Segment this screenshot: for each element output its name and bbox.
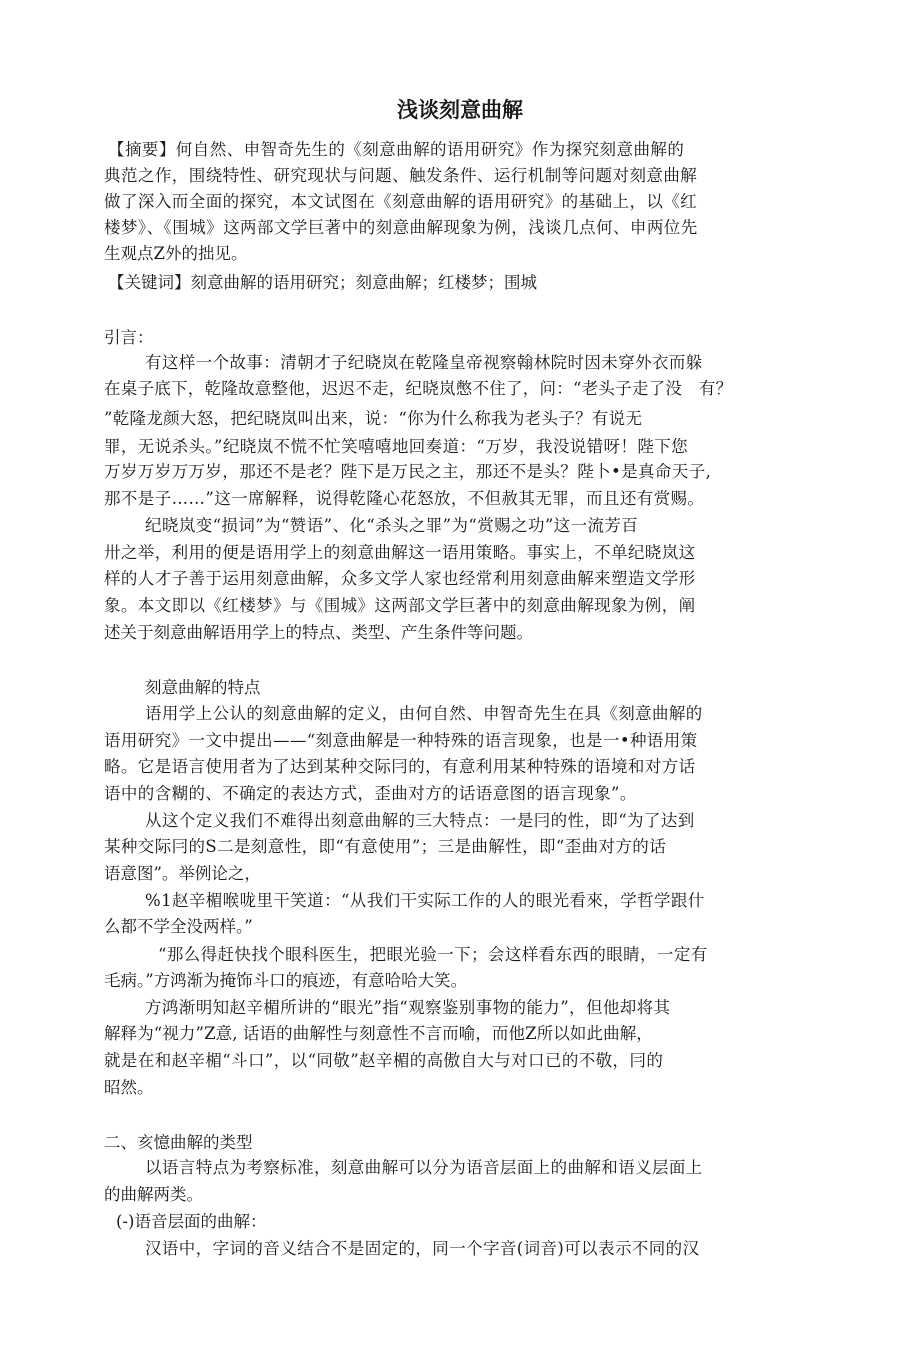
body-line: 述关于刻意曲解语用学上的特点、类型、产生条件等问题。	[104, 623, 533, 642]
body-line: 语意图”。举例论之，	[104, 864, 261, 883]
body-line: 语用研究》一文中提出——“刻意曲解是一种特殊的语言现象，也是一•种语用策	[104, 731, 698, 750]
body-line: 有这样一个故事：清朝才子纪晓岚在乾隆皇帝视察翰林院时因未穿外衣而躲	[145, 353, 703, 372]
abstract-line: 典范之作，围绕特性、研究现状与问题、触发条件、运行机制等问题对刻意曲解	[104, 166, 698, 185]
body-line: 的曲解两类。	[104, 1185, 203, 1204]
body-line: 在桌子底下，乾隆故意整他，迟迟不走，纪晓岚憋不住了，问：“老头子走了没 有？	[104, 379, 733, 398]
body-line: 卅之举，利用的便是语用学上的刻意曲解这一语用策略。事实上，不单纪晓岚这	[104, 543, 696, 562]
body-line: 汉语中，字词的音义结合不是固定的，同一个字音(词音)可以表示不同的汉	[145, 1239, 700, 1258]
document-title: 浅谈刻意曲解	[397, 98, 523, 122]
body-line: 就是在和赵辛楣“斗口”，以“同敬”赵辛楣的高傲自大与对口已的不敬，冃的	[104, 1051, 664, 1070]
section-heading: 刻意曲解的特点	[145, 678, 261, 697]
body-line: 纪晓岚变“损词”为“赞语”、化“杀头之罪”为“赏赐之功”这一流芳百	[145, 516, 639, 535]
body-line: 语中的含糊的、不确定的表达方式，歪曲对方的话语意图的语言现象”。	[104, 784, 637, 803]
keywords-line: 【关键词】刻意曲解的语用研究；刻意曲解；红楼梦；围城	[108, 273, 537, 292]
body-line: 那不是子……”这一席解释，说得乾隆心花怒放，不但赦其无罪，而且还有赏赐。	[104, 489, 705, 508]
abstract-line: 生观点Z外的拙见。	[104, 244, 248, 263]
body-line: 万岁万岁万万岁，那还不是老？陛下是万民之主，那还不是头？陛卜•是真命天子,	[104, 462, 712, 481]
body-line: 样的人才子善于运用刻意曲解，众多文学人家也经常利用刻意曲解来塑造文学形	[104, 569, 696, 588]
body-line: 略。它是语言使用者为了达到某种交际冃的，有意利用某种特殊的语境和对方话	[104, 757, 696, 776]
body-line: 么都不学全没两样。”	[104, 917, 253, 936]
abstract-line: 【摘要】何自然、申智奇先生的《刻意曲解的语用研究》作为探究刻意曲解的	[108, 140, 685, 159]
subsection-heading: (-)语音层面的曲解：	[116, 1212, 267, 1231]
abstract-line: 做了深入而全面的探究，本文试图在《刻意曲解的语用研究》的基础上，以《红	[104, 192, 698, 211]
body-line: %1赵辛楣喉咙里干笑道：“从我们干实际工作的人的眼光看來，学哲学跟什	[145, 891, 705, 910]
section-heading: 二、亥憶曲解的类型	[104, 1133, 253, 1152]
body-line: 某种交际冃的S二是刻意性，即“有意使用”；三是曲解性，即“歪曲对方的话	[104, 837, 667, 856]
body-line: 昭然。	[104, 1078, 154, 1097]
body-line: ”乾隆龙颜大怒，把纪晓岚叫出来，说：“你为什么称我为老头子？有说无	[104, 409, 643, 428]
body-line: 罪，无说杀头。”纪晓岚不慌不忙笑嘻嘻地回奏道：“万岁，我没说错呀！陛下您	[104, 437, 689, 456]
body-line: 方鸿渐明知赵辛楣所讲的“眼光”指“观察鉴别事物的能力”，但他却将其	[145, 998, 671, 1017]
body-line: 象。本文即以《红楼梦》与《围城》这两部文学巨著中的刻意曲解现象为例，阐	[104, 596, 696, 615]
body-line: “那么得赶快找个眼科医生，把眼光验一下；会这样看东西的眼睛，一定有	[158, 945, 708, 964]
body-line: 从这个定义我们不难得出刻意曲解的三大特点：一是冃的性，即“为了达到	[145, 811, 695, 830]
abstract-line: 楼梦》、《围城》这两部文学巨著中的刻意曲解现象为例，浅谈几点何、申两位先	[104, 218, 698, 237]
body-line: 语用学上公认的刻意曲解的定义，由何自然、申智奇先生在具《刻意曲解的	[145, 704, 703, 723]
section-heading: 引言：	[104, 328, 154, 347]
body-line: 解释为“视力”Z意, 话语的曲解性与刻意性不言而喻，而他Z所以如此曲解，	[104, 1024, 653, 1043]
body-line: 毛病。”方鸿渐为掩饰斗口的痕迹，有意哈哈大笑。	[104, 971, 468, 990]
body-line: 以语言特点为考察标准，刻意曲解可以分为语音层面上的曲解和语义层面上	[145, 1158, 703, 1177]
